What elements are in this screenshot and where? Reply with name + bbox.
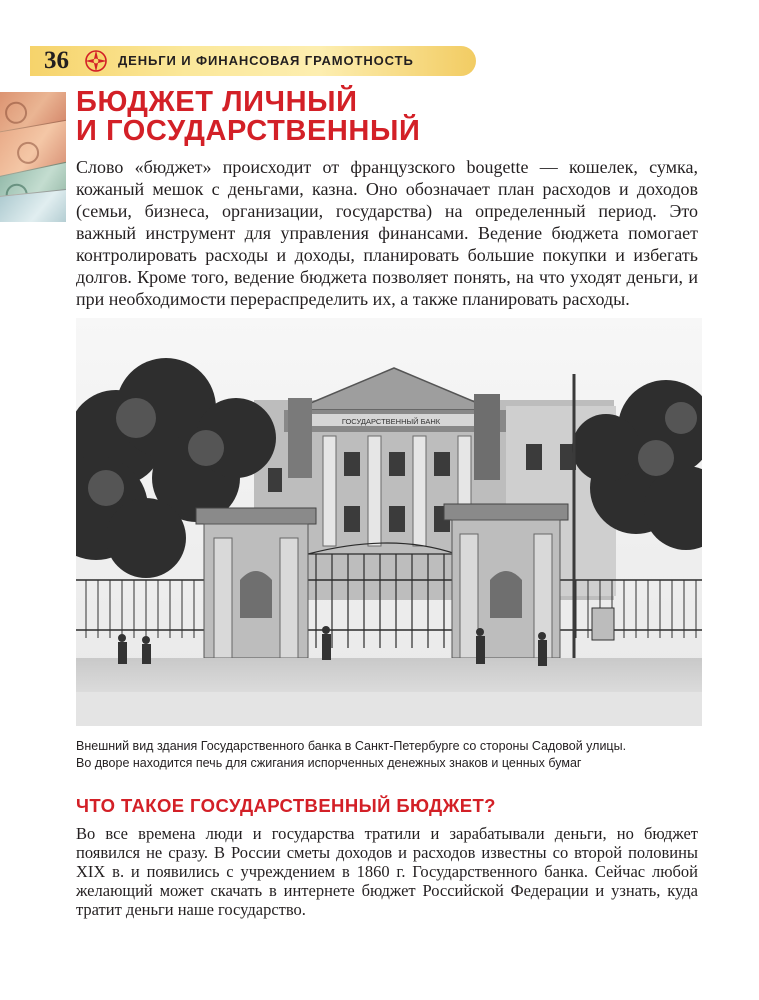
section-title: ДЕНЬГИ И ФИНАНСОВАЯ ГРАМОТНОСТЬ xyxy=(118,53,414,68)
article-title xyxy=(76,88,420,146)
intro-paragraph: Слово «бюджет» происходит от французского bougette — кошелек, сумка, кожаный мешок с деньгами, казна. Оно обозначает план расходов и доходов (семьи, бизнеса, организации, государства) на определенный период. Это важный инструмент для управления финансами. Ведение бюджета помогает контролировать расходы и доходы, планировать большие покупки и избегать долгов. Кроме того, ведение бюджета позволяет понять, на что уходят деньги, и при необходимости перераспределить их, а также планировать расходы. xyxy=(76,157,698,309)
photo-caption-line-2: Во дворе находится печь для сжигания испорченных денежных знаков и ценных бумаг xyxy=(76,756,582,770)
section-paragraph: Во все времена люди и государства тратили и зарабатывали деньги, но бюджет появился не сразу. В России сметы доходов и расходов известны со второй половины XIX в. и появились с учреждением в 1860 г. Государственного банка. Сейчас любой желающий может скачать в интернете бюджет Российской Федерации и узнать, куда тратит деньги наше государство. xyxy=(76,824,698,919)
article-title-line-1: БЮДЖЕТ ЛИЧНЫЙ xyxy=(76,86,358,118)
photo-caption-line-1: Внешний вид здания Государственного банка в Санкт-Петербурге со стороны Садовой улицы. xyxy=(76,739,627,753)
section-heading: ЧТО ТАКОЕ ГОСУДАРСТВЕННЫЙ БЮДЖЕТ? xyxy=(76,795,496,816)
page-number: 36 xyxy=(44,47,69,74)
state-bank-photo xyxy=(76,318,702,726)
compass-icon xyxy=(84,49,108,73)
photo-caption xyxy=(76,738,716,772)
banknotes-image xyxy=(0,92,66,222)
article-title-line-2: И ГОСУДАРСТВЕННЫЙ xyxy=(76,115,421,147)
facade-sign: ГОСУДАРСТВЕННЫЙ БАНК xyxy=(341,417,441,426)
state-bank-illustration xyxy=(76,318,702,726)
